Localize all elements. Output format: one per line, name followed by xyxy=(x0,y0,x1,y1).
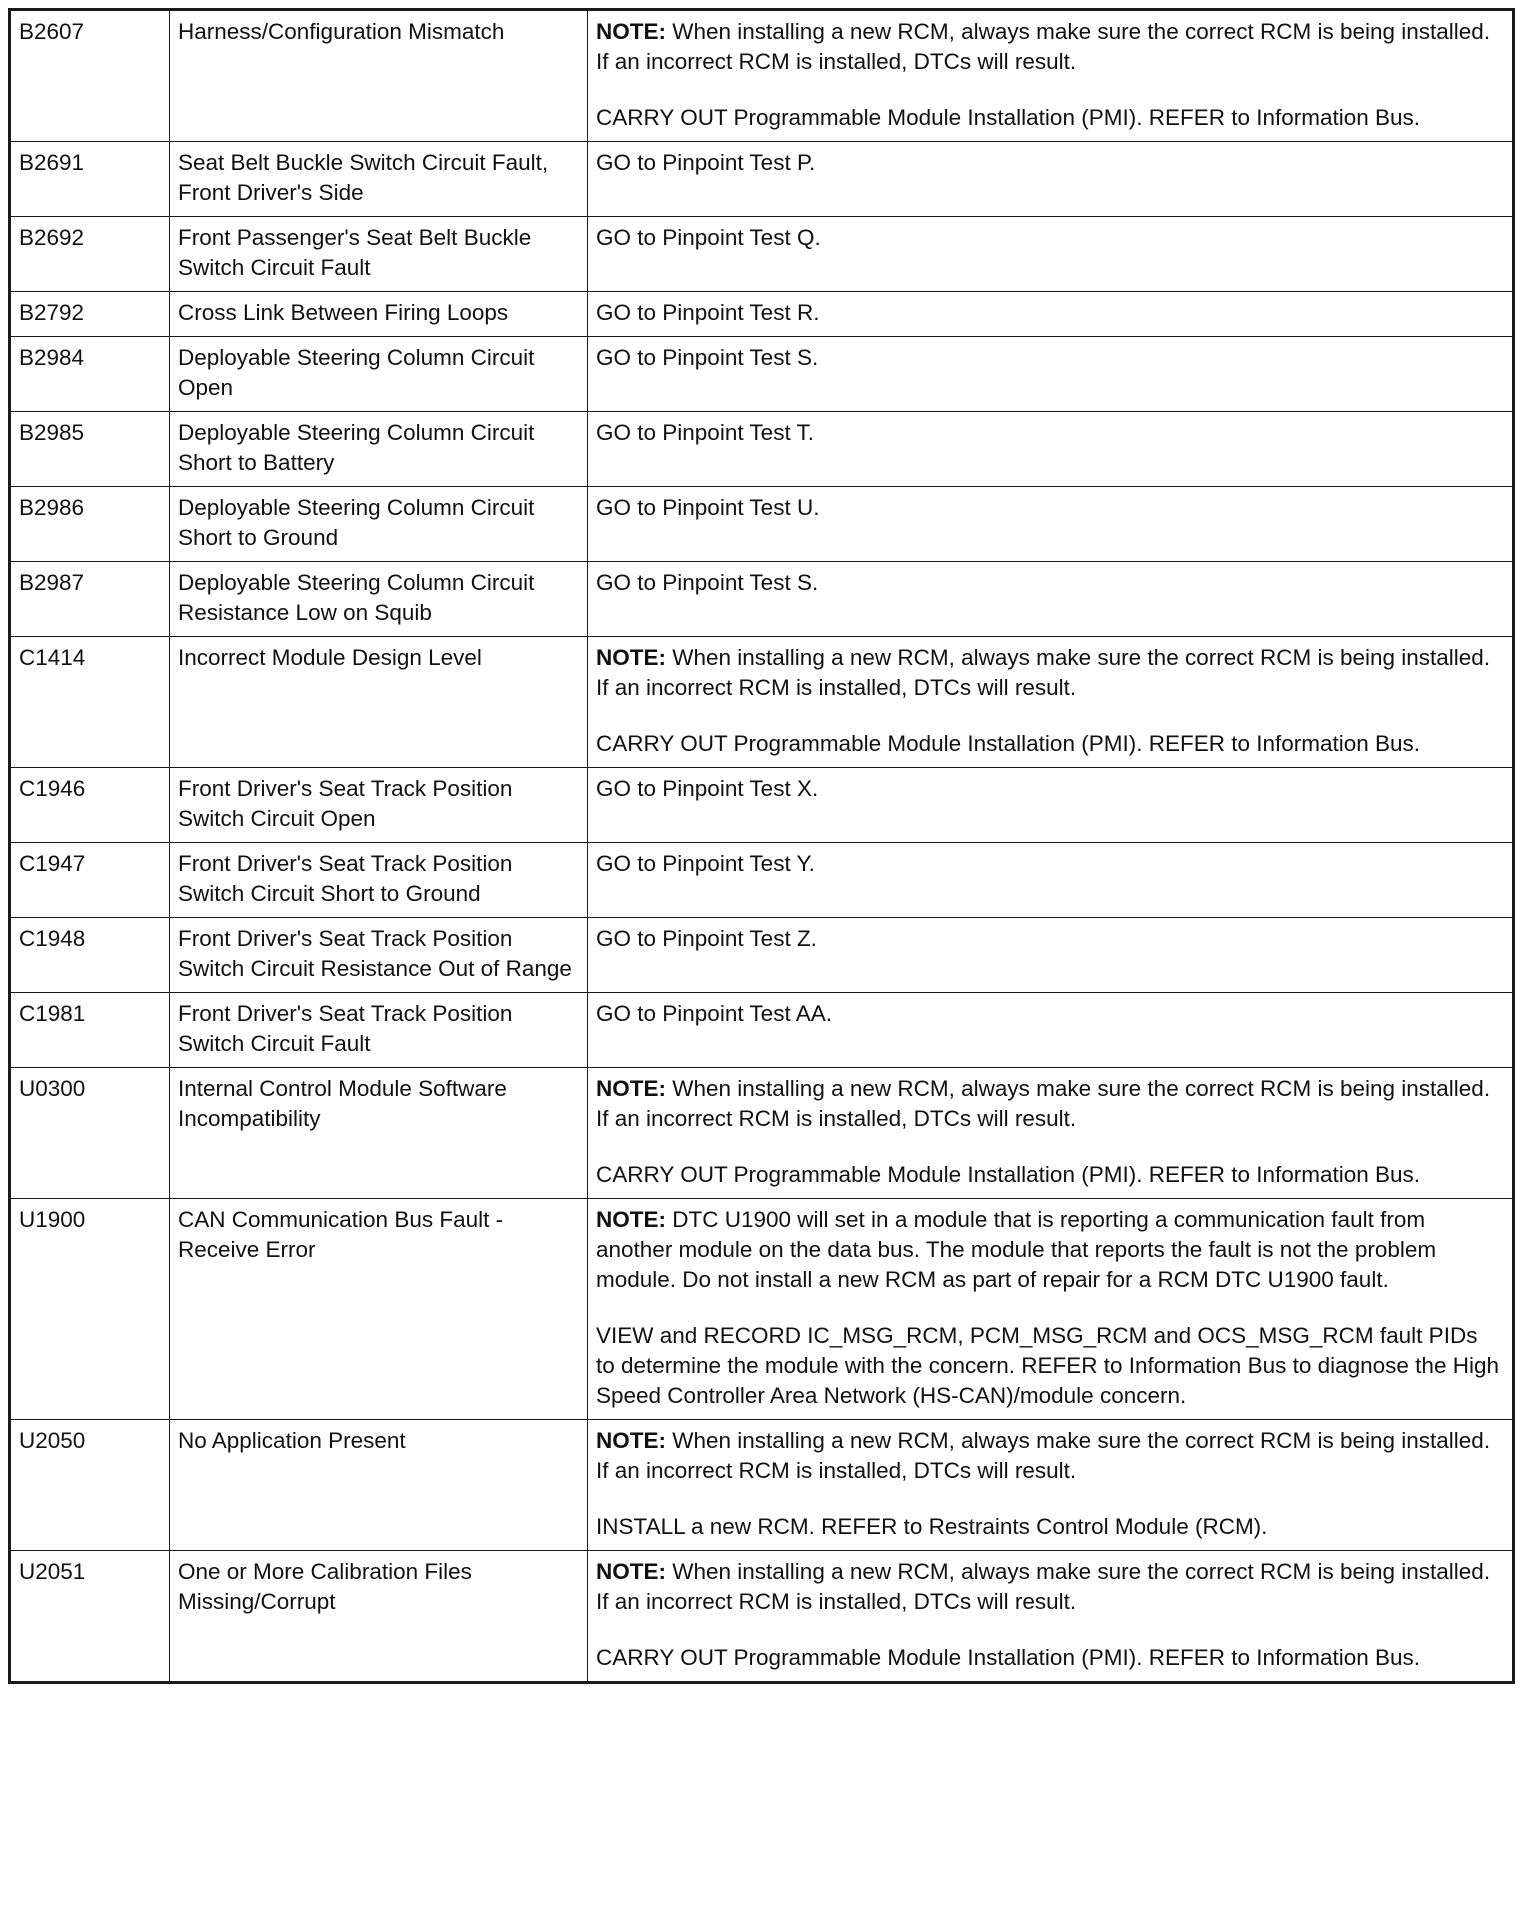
dtc-action-cell xyxy=(588,1068,1514,1199)
action-paragraph xyxy=(596,1205,1502,1295)
note-label: NOTE: xyxy=(596,1428,666,1453)
action-text: VIEW and RECORD IC_MSG_RCM, PCM_MSG_RCM and OCS_MSG_RCM fault PIDs to determine the module with the concern. REFER to Information Bus to diagnose the High Speed Controller Area Network (HS-CAN)/module concern. xyxy=(596,1323,1499,1408)
dtc-description-cell: Front Passenger's Seat Belt Buckle Switch Circuit Fault xyxy=(170,217,588,292)
dtc-code-cell: U1900 xyxy=(10,1199,170,1420)
dtc-description-cell: Front Driver's Seat Track Position Switch Circuit Fault xyxy=(170,993,588,1068)
action-paragraph xyxy=(596,418,1502,448)
table-row xyxy=(10,768,1514,843)
action-text: When installing a new RCM, always make sure the correct RCM is being installed. If an incorrect RCM is installed, DTCs will result. xyxy=(596,1428,1491,1483)
action-paragraph xyxy=(596,298,1502,328)
dtc-action-cell xyxy=(588,217,1514,292)
dtc-action-cell xyxy=(588,993,1514,1068)
action-text: GO to Pinpoint Test Y. xyxy=(596,851,815,876)
dtc-code-cell: B2691 xyxy=(10,142,170,217)
note-label: NOTE: xyxy=(596,1076,666,1101)
action-text: CARRY OUT Programmable Module Installation (PMI). REFER to Information Bus. xyxy=(596,731,1421,756)
dtc-action-cell xyxy=(588,768,1514,843)
action-text: When installing a new RCM, always make sure the correct RCM is being installed. If an incorrect RCM is installed, DTCs will result. xyxy=(596,645,1491,700)
dtc-action-cell xyxy=(588,412,1514,487)
action-text: When installing a new RCM, always make sure the correct RCM is being installed. If an incorrect RCM is installed, DTCs will result. xyxy=(596,1076,1491,1131)
dtc-description-cell: Cross Link Between Firing Loops xyxy=(170,292,588,337)
action-paragraph xyxy=(596,999,1502,1029)
dtc-action-cell xyxy=(588,487,1514,562)
action-paragraph xyxy=(596,1321,1502,1411)
dtc-action-cell xyxy=(588,1551,1514,1683)
action-paragraph xyxy=(596,774,1502,804)
dtc-code-cell: C1981 xyxy=(10,993,170,1068)
dtc-action-cell xyxy=(588,843,1514,918)
dtc-description-cell: Deployable Steering Column Circuit Short to Ground xyxy=(170,487,588,562)
dtc-description-cell: No Application Present xyxy=(170,1420,588,1551)
action-paragraph xyxy=(596,568,1502,598)
table-row xyxy=(10,1199,1514,1420)
table-row xyxy=(10,142,1514,217)
dtc-code-cell: B2984 xyxy=(10,337,170,412)
note-label: NOTE: xyxy=(596,1559,666,1584)
table-row xyxy=(10,487,1514,562)
action-paragraph xyxy=(596,1512,1502,1542)
dtc-table-container xyxy=(8,8,1512,1684)
table-row xyxy=(10,562,1514,637)
table-row xyxy=(10,1420,1514,1551)
action-text: CARRY OUT Programmable Module Installation (PMI). REFER to Information Bus. xyxy=(596,1162,1421,1187)
action-text: DTC U1900 will set in a module that is reporting a communication fault from another module on the data bus. The module that reports the fault is not the problem module. Do not install a new RCM as part of repair for a RCM DTC U1900 fault. xyxy=(596,1207,1437,1292)
table-row xyxy=(10,412,1514,487)
action-paragraph xyxy=(596,643,1502,703)
dtc-description-cell: Incorrect Module Design Level xyxy=(170,637,588,768)
dtc-action-cell xyxy=(588,1199,1514,1420)
dtc-code-cell: U0300 xyxy=(10,1068,170,1199)
action-text: GO to Pinpoint Test R. xyxy=(596,300,820,325)
dtc-description-cell: Deployable Steering Column Circuit Short to Battery xyxy=(170,412,588,487)
dtc-description-cell: Front Driver's Seat Track Position Switch Circuit Open xyxy=(170,768,588,843)
dtc-description-cell: CAN Communication Bus Fault - Receive Error xyxy=(170,1199,588,1420)
dtc-action-cell xyxy=(588,562,1514,637)
table-row xyxy=(10,1551,1514,1683)
table-row xyxy=(10,843,1514,918)
note-label: NOTE: xyxy=(596,1207,666,1232)
action-text: When installing a new RCM, always make sure the correct RCM is being installed. If an incorrect RCM is installed, DTCs will result. xyxy=(596,1559,1491,1614)
dtc-code-cell: B2607 xyxy=(10,10,170,142)
action-paragraph xyxy=(596,1557,1502,1617)
action-paragraph xyxy=(596,924,1502,954)
action-text: GO to Pinpoint Test S. xyxy=(596,345,819,370)
dtc-action-cell xyxy=(588,918,1514,993)
action-paragraph xyxy=(596,1426,1502,1486)
dtc-description-cell: Deployable Steering Column Circuit Resistance Low on Squib xyxy=(170,562,588,637)
table-row xyxy=(10,1068,1514,1199)
action-text: GO to Pinpoint Test U. xyxy=(596,495,820,520)
action-paragraph xyxy=(596,729,1502,759)
action-text: GO to Pinpoint Test Q. xyxy=(596,225,821,250)
action-paragraph xyxy=(596,1160,1502,1190)
dtc-action-cell xyxy=(588,142,1514,217)
table-row xyxy=(10,918,1514,993)
dtc-table xyxy=(8,8,1515,1684)
action-text: CARRY OUT Programmable Module Installation (PMI). REFER to Information Bus. xyxy=(596,1645,1421,1670)
action-paragraph xyxy=(596,148,1502,178)
dtc-code-cell: U2050 xyxy=(10,1420,170,1551)
dtc-action-cell xyxy=(588,637,1514,768)
table-row xyxy=(10,292,1514,337)
dtc-code-cell: B2985 xyxy=(10,412,170,487)
table-row xyxy=(10,637,1514,768)
action-paragraph xyxy=(596,849,1502,879)
table-row xyxy=(10,337,1514,412)
table-row xyxy=(10,993,1514,1068)
dtc-code-cell: B2987 xyxy=(10,562,170,637)
dtc-description-cell: Front Driver's Seat Track Position Switch Circuit Short to Ground xyxy=(170,843,588,918)
dtc-action-cell xyxy=(588,1420,1514,1551)
action-text: GO to Pinpoint Test Z. xyxy=(596,926,817,951)
dtc-action-cell xyxy=(588,292,1514,337)
dtc-description-cell: Internal Control Module Software Incompatibility xyxy=(170,1068,588,1199)
action-text: When installing a new RCM, always make sure the correct RCM is being installed. If an incorrect RCM is installed, DTCs will result. xyxy=(596,19,1491,74)
dtc-code-cell: C1947 xyxy=(10,843,170,918)
action-text: INSTALL a new RCM. REFER to Restraints Control Module (RCM). xyxy=(596,1514,1268,1539)
action-text: GO to Pinpoint Test T. xyxy=(596,420,815,445)
dtc-code-cell: U2051 xyxy=(10,1551,170,1683)
dtc-description-cell: Front Driver's Seat Track Position Switch Circuit Resistance Out of Range xyxy=(170,918,588,993)
dtc-code-cell: B2986 xyxy=(10,487,170,562)
dtc-description-cell: Harness/Configuration Mismatch xyxy=(170,10,588,142)
action-text: GO to Pinpoint Test P. xyxy=(596,150,816,175)
dtc-description-cell: Deployable Steering Column Circuit Open xyxy=(170,337,588,412)
table-row xyxy=(10,10,1514,142)
action-text: CARRY OUT Programmable Module Installation (PMI). REFER to Information Bus. xyxy=(596,105,1421,130)
dtc-description-cell: One or More Calibration Files Missing/Corrupt xyxy=(170,1551,588,1683)
note-label: NOTE: xyxy=(596,19,666,44)
dtc-action-cell xyxy=(588,10,1514,142)
note-label: NOTE: xyxy=(596,645,666,670)
action-paragraph xyxy=(596,1643,1502,1673)
dtc-code-cell: B2792 xyxy=(10,292,170,337)
dtc-code-cell: C1946 xyxy=(10,768,170,843)
action-paragraph xyxy=(596,223,1502,253)
action-paragraph xyxy=(596,493,1502,523)
dtc-code-cell: C1414 xyxy=(10,637,170,768)
action-paragraph xyxy=(596,17,1502,77)
action-text: GO to Pinpoint Test S. xyxy=(596,570,819,595)
action-paragraph xyxy=(596,343,1502,373)
table-row xyxy=(10,217,1514,292)
dtc-code-cell: C1948 xyxy=(10,918,170,993)
action-text: GO to Pinpoint Test X. xyxy=(596,776,819,801)
dtc-description-cell: Seat Belt Buckle Switch Circuit Fault, Front Driver's Side xyxy=(170,142,588,217)
dtc-action-cell xyxy=(588,337,1514,412)
action-text: GO to Pinpoint Test AA. xyxy=(596,1001,832,1026)
dtc-table-body xyxy=(10,10,1514,1683)
action-paragraph xyxy=(596,1074,1502,1134)
action-paragraph xyxy=(596,103,1502,133)
dtc-code-cell: B2692 xyxy=(10,217,170,292)
